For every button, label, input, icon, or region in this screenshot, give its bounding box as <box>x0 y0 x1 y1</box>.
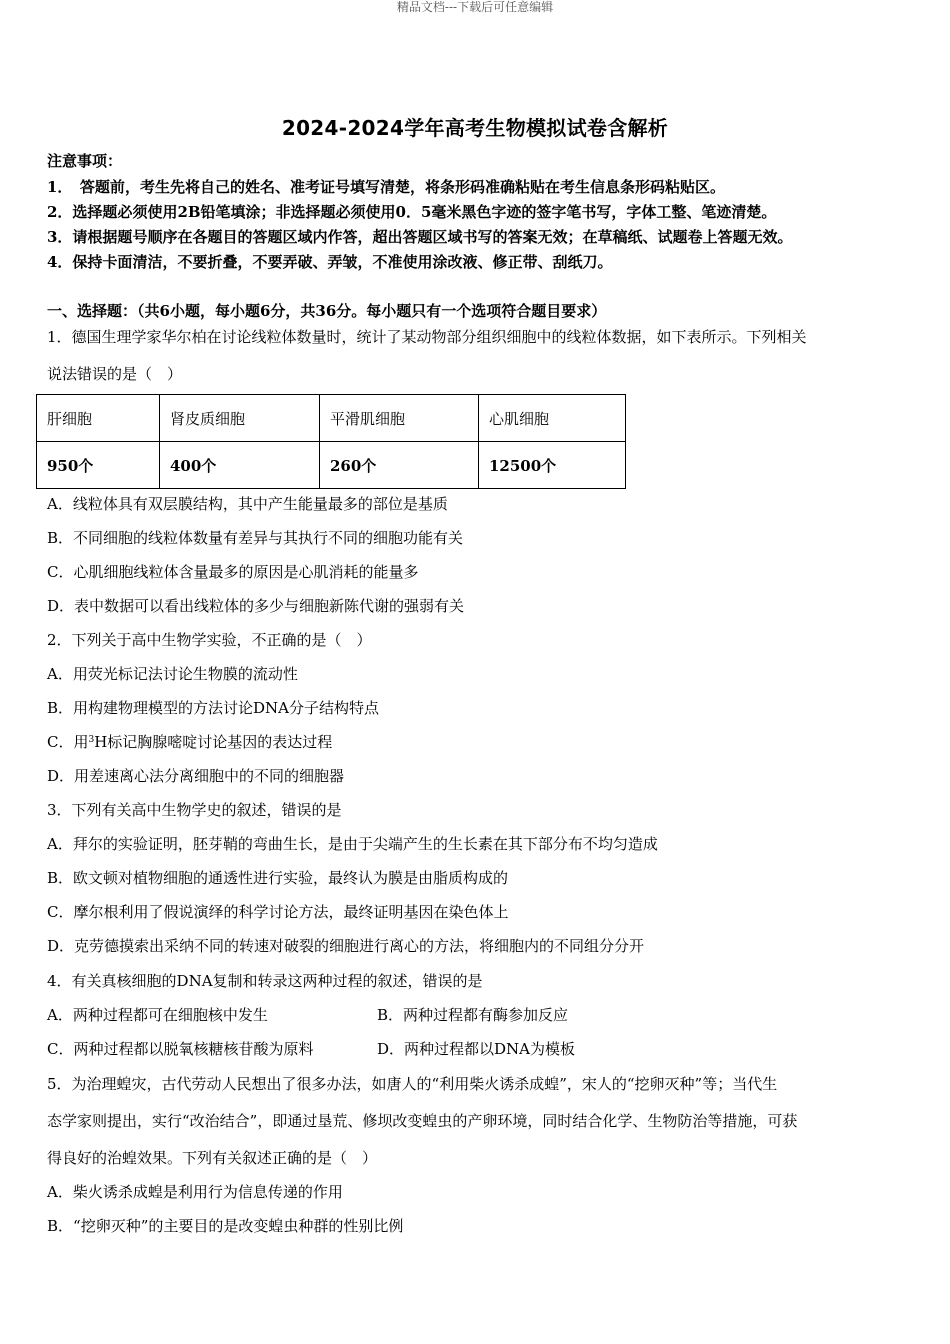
option-c-prefix: C．用 <box>47 733 89 751</box>
note-item: 1． 答题前，考生先将自己的姓名、准考证号填写清楚，将条形码准确粘贴在考生信息条形码粘贴区。 <box>47 178 725 196</box>
table-cell: 260个 <box>320 442 479 489</box>
table-cell: 12500个 <box>479 442 626 489</box>
question-1-option-a: A．线粒体具有双层膜结构，其中产生能量最多的部位是基质 <box>47 495 448 513</box>
table-header-cell: 肾皮质细胞 <box>160 395 320 442</box>
note-item: 3．请根据题号顺序在各题目的答题区域内作答，超出答题区域书写的答案无效；在草稿纸、试题卷上答题无效。 <box>47 228 793 246</box>
question-2-option-d: D．用差速离心法分离细胞中的不同的细胞器 <box>47 767 345 785</box>
table-header-row <box>37 395 626 442</box>
question-1-stem-cont: 说法错误的是（ ） <box>47 365 183 383</box>
question-2-option-c <box>47 732 332 752</box>
question-4-option-d: D．两种过程都以DNA为模板 <box>377 1040 576 1058</box>
question-4-option-b: B．两种过程都有酶参加反应 <box>377 1006 569 1024</box>
section-heading: 一、选择题：（共6小题，每小题6分，共36分。每小题只有一个选项符合题目要求） <box>47 302 607 320</box>
mitochondria-table <box>36 394 626 489</box>
question-2-stem: 2．下列关于高中生物学实验，不正确的是（ ） <box>47 631 372 649</box>
question-2-option-b: B．用构建物理模型的方法讨论DNA分子结构特点 <box>47 699 380 717</box>
question-5-stem: 5．为治理蝗灾，古代劳动人民想出了很多办法，如唐人的“利用柴火诱杀成蝗”，宋人的“挖卵灭种”等；当代生 <box>47 1075 778 1093</box>
page-title: 2024-2024学年高考生物模拟试卷含解析 <box>281 116 669 140</box>
question-5-stem-cont: 态学家则提出，实行“改治结合”，即通过垦荒、修坝改变蝗虫的产卵环境，同时结合化学、生物防治等措施，可获 <box>47 1112 798 1130</box>
question-3-option-a: A．拜尔的实验证明，胚芽鞘的弯曲生长，是由于尖端产生的生长素在其下部分布不均匀造成 <box>47 835 658 853</box>
question-1-stem: 1．德国生理学家华尔柏在讨论线粒体数量时，统计了某动物部分组织细胞中的线粒体数据，如下表所示。下列相关 <box>47 328 807 346</box>
question-3-option-b: B．欧文顿对植物细胞的通透性进行实验，最终认为膜是由脂质构成的 <box>47 869 509 887</box>
note-item: 2．选择题必须使用2B铅笔填涂；非选择题必须使用0．5毫米黑色字迹的签字笔书写，字体工整、笔迹清楚。 <box>47 203 777 221</box>
superscript-3: 3 <box>88 735 95 745</box>
table-cell: 400个 <box>160 442 320 489</box>
question-5-option-b: B．“挖卵灭种”的主要目的是改变蝗虫种群的性别比例 <box>47 1217 404 1235</box>
table-cell: 950个 <box>37 442 160 489</box>
question-3-stem: 3．下列有关高中生物学史的叙述，错误的是 <box>47 801 342 819</box>
question-1-option-b: B．不同细胞的线粒体数量有差异与其执行不同的细胞功能有关 <box>47 529 464 547</box>
question-4-option-c: C．两种过程都以脱氧核糖核苷酸为原料 <box>47 1040 314 1058</box>
table-header-cell: 肝细胞 <box>37 395 160 442</box>
question-5-stem-cont: 得良好的治蝗效果。下列有关叙述正确的是（ ） <box>47 1149 378 1167</box>
question-3-option-d: D．克劳德摸索出采纳不同的转速对破裂的细胞进行离心的方法，将细胞内的不同组分分开 <box>47 937 645 955</box>
note-item: 4．保持卡面清洁，不要折叠，不要弄破、弄皱，不准使用涂改液、修正带、刮纸刀。 <box>47 253 613 271</box>
question-1-option-d: D．表中数据可以看出线粒体的多少与细胞新陈代谢的强弱有关 <box>47 597 465 615</box>
question-3-option-c: C．摩尔根利用了假说演绎的科学讨论方法，最终证明基因在染色体上 <box>47 903 509 921</box>
question-5-option-a: A．柴火诱杀成蝗是利用行为信息传递的作用 <box>47 1183 343 1201</box>
page-header: 精品文档---下载后可任意编辑 <box>396 0 554 14</box>
question-1-option-c: C．心肌细胞线粒体含量最多的原因是心肌消耗的能量多 <box>47 563 419 581</box>
option-c-rest: H标记胸腺嘧啶讨论基因的表达过程 <box>94 733 333 751</box>
question-4-stem: 4．有关真核细胞的DNA复制和转录这两种过程的叙述，错误的是 <box>47 972 483 990</box>
question-2-option-a: A．用荧光标记法讨论生物膜的流动性 <box>47 665 298 683</box>
table-header-cell: 心肌细胞 <box>479 395 626 442</box>
notes-heading: 注意事项： <box>47 152 123 170</box>
table-row <box>37 442 626 489</box>
question-4-option-a: A．两种过程都可在细胞核中发生 <box>47 1006 268 1024</box>
table-header-cell: 平滑肌细胞 <box>320 395 479 442</box>
